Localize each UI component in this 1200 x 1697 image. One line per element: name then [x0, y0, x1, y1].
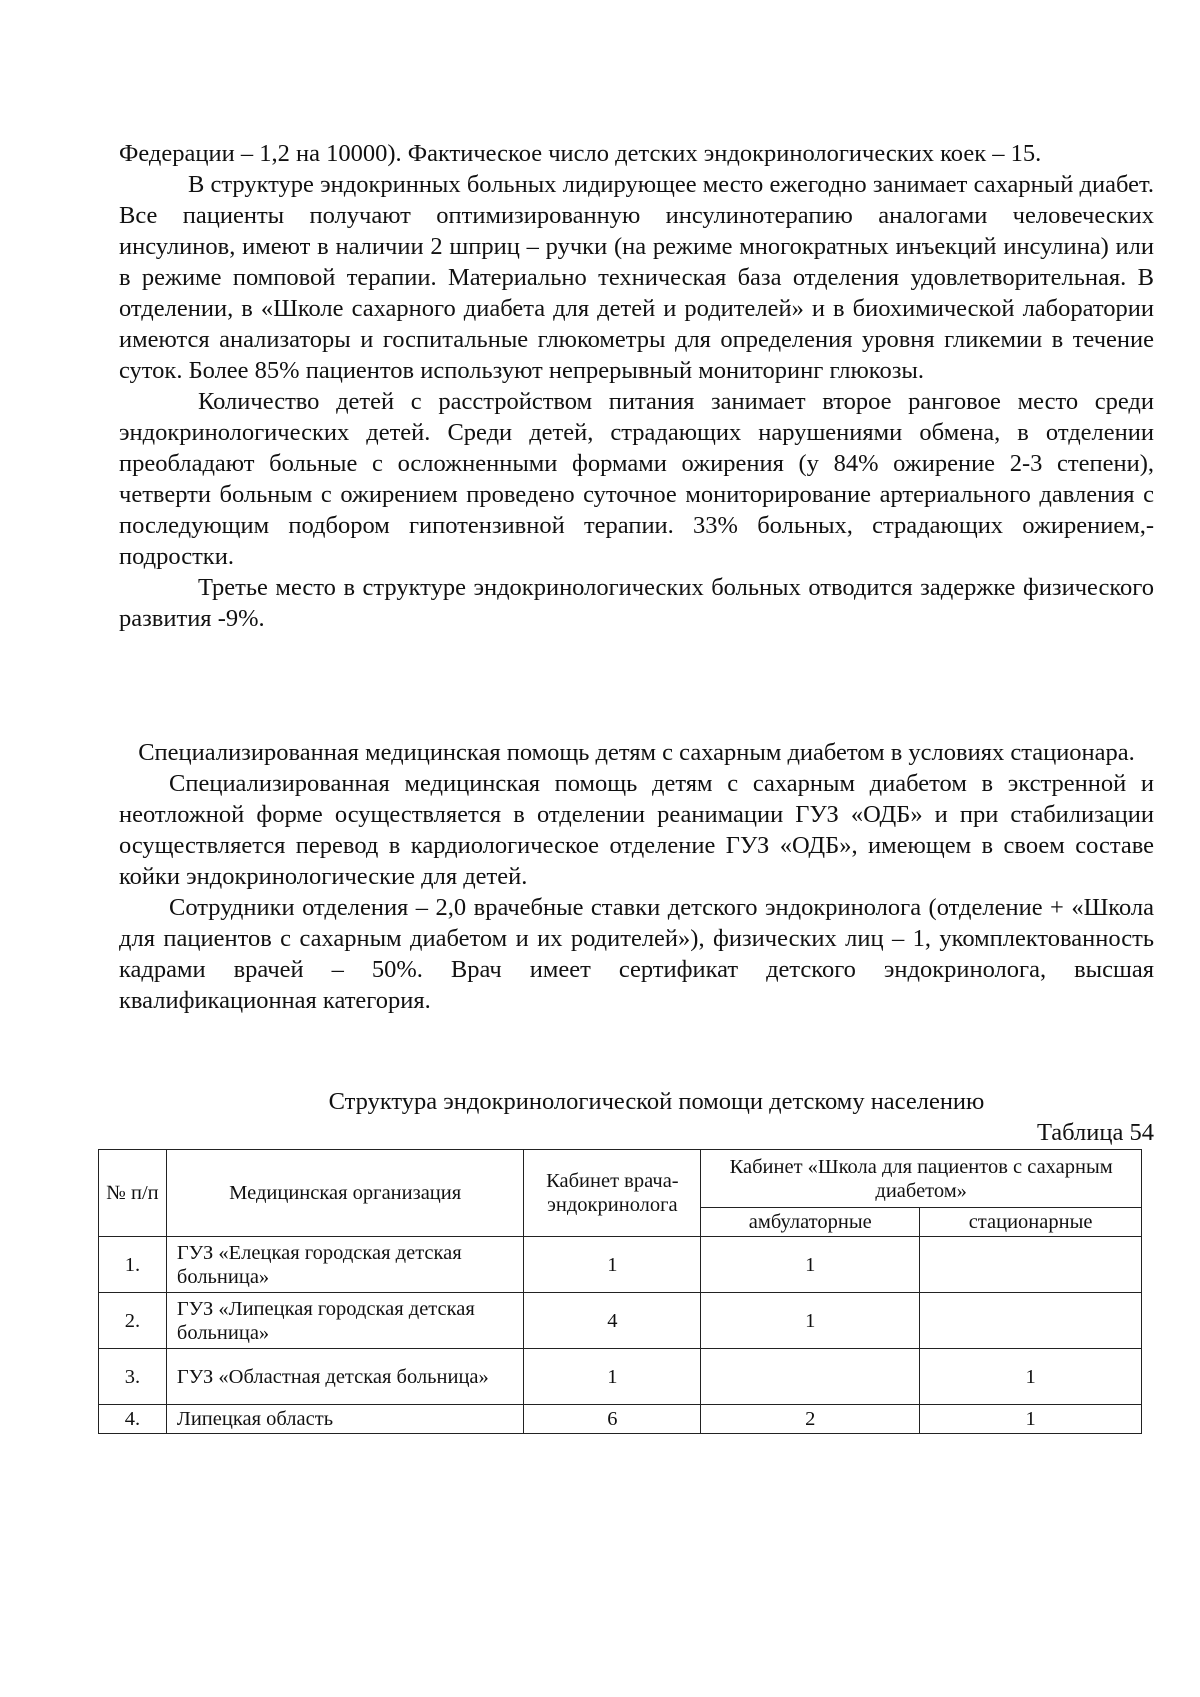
- header-org: Медицинская организация: [166, 1150, 524, 1237]
- row-outpatient: [701, 1349, 920, 1405]
- row-org: ГУЗ «Елецкая городская детская больница»: [166, 1237, 524, 1293]
- row-outpatient: 2: [701, 1405, 920, 1434]
- table-row: [99, 1293, 1142, 1349]
- header-num: № п/п: [99, 1150, 167, 1237]
- paragraph-growth: Третье место в структуре эндокринологических больных отводится задержке физического развития -9%.: [119, 574, 1154, 632]
- paragraph-staff: Сотрудники отделения – 2,0 врачебные ставки детского эндокринолога (отделение + «Школа для пациентов с сахарным диабетом и их родителей»), физических лиц – 1, укомплектованность кадрами врачей – 50%. Врач имеет сертификат детского эндокринолога, высшая квалификационная категория.: [119, 894, 1154, 1014]
- endocrinology-table: [98, 1149, 1142, 1434]
- row-inpatient: 1: [920, 1349, 1142, 1405]
- row-cabinet: 1: [524, 1349, 701, 1405]
- paragraph-nutrition: Количество детей с расстройством питания занимает второе ранговое место среди эндокринологических детей. Среди детей, страдающих нарушениями обмена, в отделении преобладают больные с осложненными формами ожирения (у 84% ожирение 2-3 степени), четверти больным с ожирением проведено суточное мониторирование артериального давления с последующим подбором гипотензивной терапии. 33% больных, страдающих ожирением,- подростки.: [119, 388, 1154, 570]
- table-number: Таблица 54: [1036, 1119, 1154, 1146]
- row-num: 1.: [99, 1237, 167, 1293]
- row-inpatient: 1: [920, 1405, 1142, 1434]
- header-cabinet: Кабинет врача-эндокринолога: [524, 1150, 701, 1237]
- table-row: [99, 1237, 1142, 1293]
- row-num: 2.: [99, 1293, 167, 1349]
- table-row: [99, 1349, 1142, 1405]
- header-outpatient: амбулаторные: [701, 1208, 920, 1237]
- row-org: ГУЗ «Областная детская больница»: [166, 1349, 524, 1405]
- row-outpatient: 1: [701, 1237, 920, 1293]
- row-org: ГУЗ «Липецкая городская детская больница»: [166, 1293, 524, 1349]
- paragraph-emergency: Специализированная медицинская помощь детям с сахарным диабетом в экстренной и неотложной форме осуществляется в отделении реанимации ГУЗ «ОДБ» и при стабилизации осуществляется перевод в кардиологическое отделение ГУЗ «ОДБ», имеющем в своем составе койки эндокринологические для детей.: [119, 770, 1154, 890]
- row-inpatient: [920, 1237, 1142, 1293]
- row-cabinet: 6: [524, 1405, 701, 1434]
- row-org: Липецкая область: [166, 1405, 524, 1434]
- row-cabinet: 1: [524, 1237, 701, 1293]
- header-inpatient: стационарные: [920, 1208, 1142, 1237]
- section-heading: Специализированная медицинская помощь детям с сахарным диабетом в условиях стационара.: [138, 739, 1135, 766]
- paragraph-diabetes: В структуре эндокринных больных лидирующее место ежегодно занимает сахарный диабет. Все пациенты получают оптимизированную инсулинотерапию аналогами человеческих инсулинов, имеют в наличии 2 шприц – ручки (на режиме многократных инъекций инсулина) или в режиме помповой терапии. Материально техническая база отделения удовлетворительная. В отделении, в «Школе сахарного диабета для детей и родителей» и в биохимической лаборатории имеются анализаторы и госпитальные глюкометры для определения уровня гликемии в течение суток. Более 85% пациентов используют непрерывный мониторинг глюкозы.: [119, 171, 1154, 384]
- row-num: 4.: [99, 1405, 167, 1434]
- header-school: Кабинет «Школа для пациентов с сахарным диабетом»: [701, 1150, 1142, 1208]
- table-title: Структура эндокринологической помощи детскому населению: [328, 1088, 985, 1115]
- row-cabinet: 4: [524, 1293, 701, 1349]
- row-inpatient: [920, 1293, 1142, 1349]
- intro-text: [119, 138, 1154, 634]
- section-inpatient: [119, 737, 1154, 1016]
- paragraph-continuation: Федерации – 1,2 на 10000). Фактическое число детских эндокринологических коек – 15.: [119, 140, 1042, 167]
- table-row: [99, 1405, 1142, 1434]
- row-outpatient: 1: [701, 1293, 920, 1349]
- row-num: 3.: [99, 1349, 167, 1405]
